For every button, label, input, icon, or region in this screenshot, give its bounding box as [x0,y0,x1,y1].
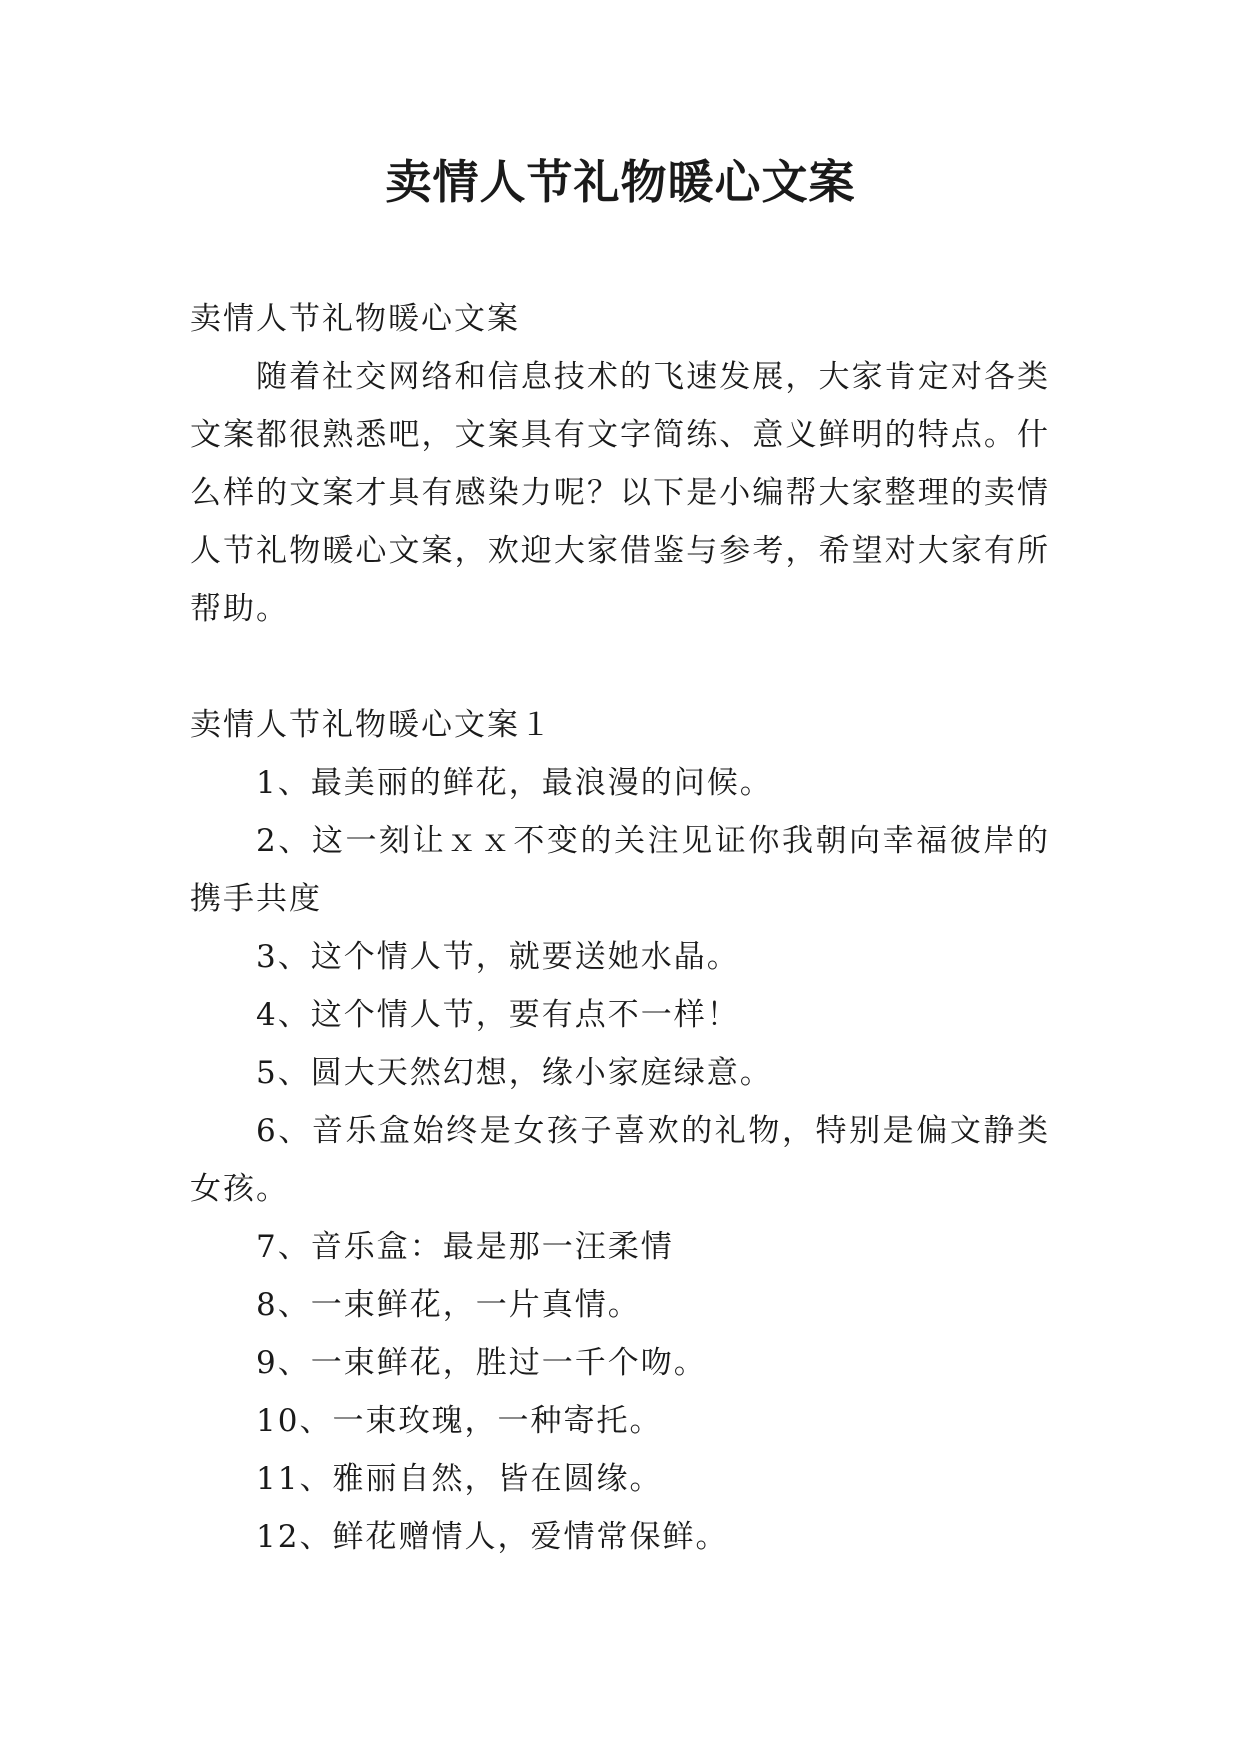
list-item: 8、一束鲜花，一片真情。 [256,1287,641,1323]
list-item: 6、音乐盒始终是女孩子喜欢的礼物，特别是偏文静类女孩。 [190,1113,1050,1207]
document-subtitle: 卖情人节礼物暖心文案 [190,301,520,337]
list-item: 2、这一刻让ｘｘ不变的关注见证你我朝向幸福彼岸的携手共度 [190,823,1050,917]
section-title: 卖情人节礼物暖心文案１ [190,707,553,743]
list-item: 11、雅丽自然，皆在圆缘。 [256,1461,663,1497]
document-title: 卖情人节礼物暖心文案 [385,155,856,209]
list-item: 3、这个情人节，就要送她水晶。 [256,939,740,975]
list-item: 4、这个情人节，要有点不一样！ [256,997,740,1033]
list-item: 12、鲜花赠情人，爱情常保鲜。 [256,1519,729,1555]
list-item: 9、一束鲜花，胜过一千个吻。 [256,1345,707,1381]
list-item: 1、最美丽的鲜花，最浪漫的问候。 [256,765,773,801]
list-item: 10、一束玫瑰，一种寄托。 [256,1403,663,1439]
list-item: 7、音乐盒：最是那一汪柔情 [256,1229,674,1265]
list-item: 5、圆大天然幻想，缘小家庭绿意。 [256,1055,773,1091]
document-body [190,290,1050,1566]
intro-paragraph: 随着社交网络和信息技术的飞速发展，大家肯定对各类文案都很熟悉吧，文案具有文字简练、意义鲜明的特点。什么样的文案才具有感染力呢？以下是小编帮大家整理的卖情人节礼物暖心文案，欢迎大家借鉴与参考，希望对大家有所帮助。 [190,359,1050,627]
